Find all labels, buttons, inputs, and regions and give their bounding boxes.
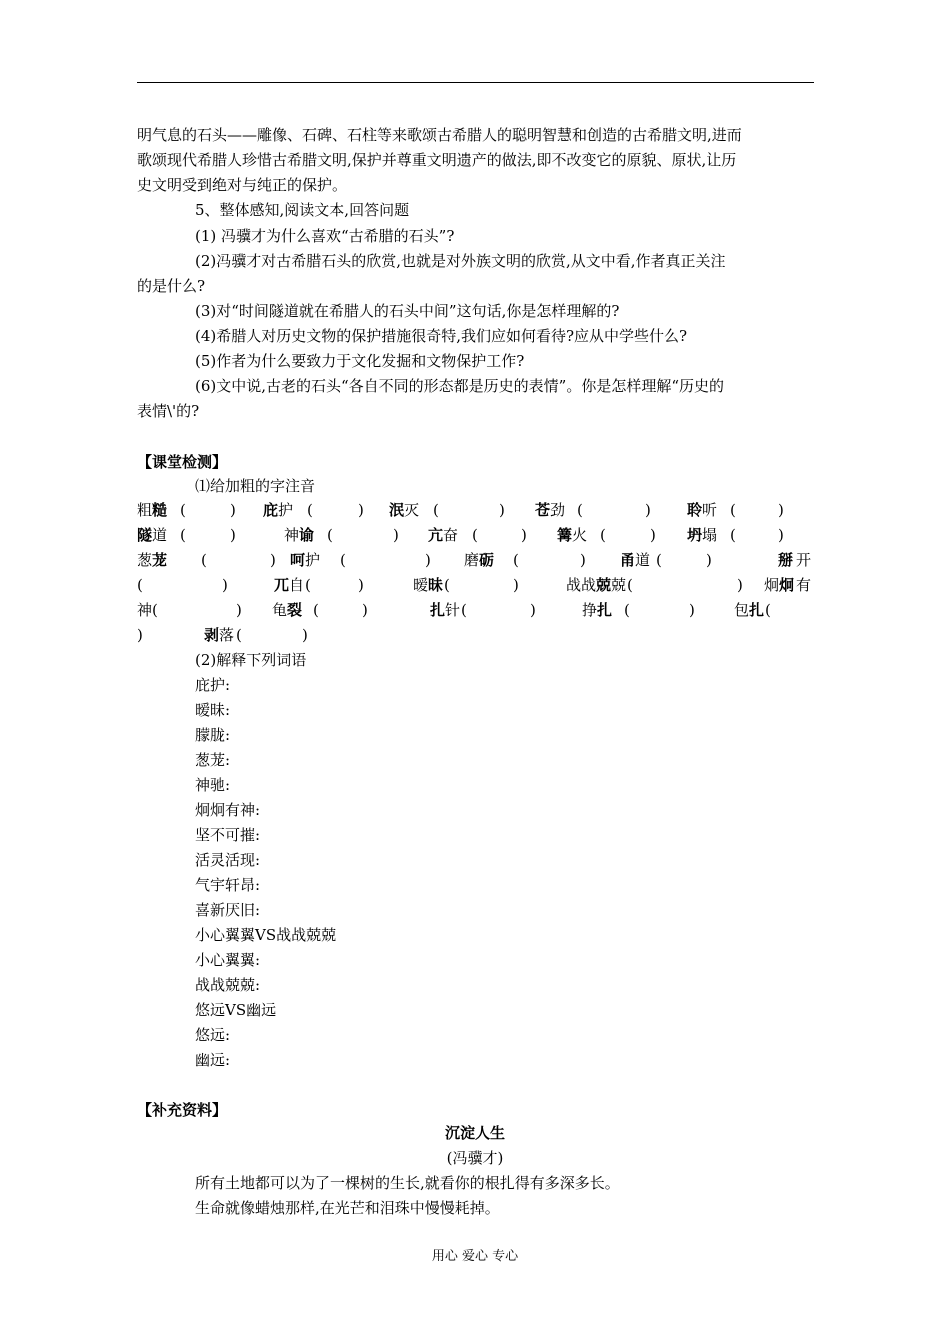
word-item: 气宇轩昂: <box>195 876 261 894</box>
paren-close: ) <box>425 551 431 569</box>
paren-open: ( <box>730 526 736 544</box>
paren-open: ( <box>730 501 736 519</box>
task5-question-3: (3)对“时间隧道就在希腊人的石头中间”这句话,你是怎样理解的? <box>195 302 620 320</box>
paren-open: ( <box>765 601 771 619</box>
pinyin-char: 神 <box>137 601 153 619</box>
paren-open: ( <box>624 601 630 619</box>
paren-close: ) <box>393 526 399 544</box>
paren-open: ( <box>577 501 583 519</box>
word-item: 炯炯有神: <box>195 801 261 819</box>
word-item: 喜新厌旧: <box>195 901 261 919</box>
paren-open: ( <box>327 526 333 544</box>
pinyin-bold-char: 呵 <box>290 551 306 569</box>
word-item: 庇护: <box>195 676 231 694</box>
paren-close: ) <box>236 601 242 619</box>
pinyin-bold-char: 篝 <box>557 526 573 544</box>
paren-close: ) <box>706 551 712 569</box>
pinyin-bold-char: 苍 <box>535 501 551 519</box>
intro-line-2: 歌颂现代希腊人珍惜古希腊文明,保护并尊重文明遗产的做法,即不改变它的原貌、原状,让历 <box>137 151 737 169</box>
pinyin-char: 护 <box>305 551 321 569</box>
pinyin-bold-char: 甬 <box>620 551 636 569</box>
task5-title: 5、整体感知,阅读文本,回答问题 <box>195 201 410 219</box>
pinyin-bold-char: 坍 <box>687 526 703 544</box>
pinyin-char: 道 <box>152 526 168 544</box>
pinyin-char: 有 <box>796 576 812 594</box>
pinyin-bold-char: 泯 <box>389 501 405 519</box>
task5-question-1: (1) 冯骥才为什么喜欢“古希腊的石头”? <box>195 227 455 245</box>
paren-close: ) <box>580 551 586 569</box>
classroom-heading: 【课堂检测】 <box>137 453 228 471</box>
word-item: 悠远VS幽远 <box>195 1001 277 1019</box>
paren-close: ) <box>270 551 276 569</box>
pinyin-char: 针 <box>445 601 461 619</box>
paren-close: ) <box>650 526 656 544</box>
pinyin-bold-char: 兀 <box>274 576 290 594</box>
word-item: 悠远: <box>195 1026 231 1044</box>
paren-close: ) <box>230 526 236 544</box>
intro-line-1: 明气息的石头——雕像、石碑、石柱等来歌颂古希腊人的聪明智慧和创造的古希腊文明,进而 <box>137 126 742 144</box>
pinyin-bold-char: 谕 <box>299 526 315 544</box>
pinyin-char: 塌 <box>702 526 718 544</box>
pinyin-char: 自 <box>289 576 305 594</box>
pinyin-char: 磨 <box>464 551 480 569</box>
paren-open: ( <box>627 576 633 594</box>
pinyin-bold-char: 茏 <box>152 551 168 569</box>
word-item: 幽远: <box>195 1051 231 1069</box>
pinyin-bold-char: 裂 <box>287 601 303 619</box>
pinyin-char: 奋 <box>443 526 459 544</box>
pinyin-bold-char: 掰 <box>778 551 794 569</box>
pinyin-char: 挣 <box>582 601 598 619</box>
supplement-heading: 【补充资料】 <box>137 1101 228 1119</box>
pinyin-char: 道 <box>635 551 651 569</box>
word-item: 小心翼翼VS战战兢兢 <box>195 926 337 944</box>
paren-open: ( <box>201 551 207 569</box>
pinyin-bold-char: 庇 <box>263 501 279 519</box>
pinyin-char: 龟 <box>272 601 288 619</box>
paren-close: ) <box>521 526 527 544</box>
pinyin-char: 开 <box>796 551 812 569</box>
paren-open: ( <box>137 576 143 594</box>
task5-question-2-line-2: 的是什么? <box>137 277 206 295</box>
task5-question-6-line-2: 表情\'的? <box>137 402 200 420</box>
task5-question-5: (5)作者为什么要致力于文化发掘和文物保护工作? <box>195 352 525 370</box>
pinyin-char: 灭 <box>404 501 420 519</box>
pinyin-char: 兢 <box>611 576 627 594</box>
pinyin-char: 落 <box>219 626 235 644</box>
word-item: 活灵活现: <box>195 851 261 869</box>
task5-question-6-line-1: (6)文中说,古老的石头“各自不同的形态都是历史的表情”。你是怎样理解“历史的 <box>195 377 725 395</box>
pinyin-bold-char: 隧 <box>137 526 153 544</box>
word-item: 暧昧: <box>195 701 231 719</box>
poem-line-1: 所有土地都可以为了一棵树的生长,就看你的根扎得有多深多长。 <box>195 1174 620 1192</box>
paren-close: ) <box>778 526 784 544</box>
paren-close: ) <box>137 626 143 644</box>
word-item: 神驰: <box>195 776 231 794</box>
paren-close: ) <box>358 501 364 519</box>
word-item: 坚不可摧: <box>195 826 261 844</box>
pinyin-char: 劲 <box>550 501 566 519</box>
pinyin-bold-char: 昧 <box>428 576 444 594</box>
pinyin-char: 包 <box>734 601 750 619</box>
paren-close: ) <box>689 601 695 619</box>
pinyin-bold-char: 亢 <box>428 526 444 544</box>
poem-title: 沉淀人生 <box>444 1124 505 1142</box>
pinyin-bold-char: 聆 <box>687 501 703 519</box>
paren-open: ( <box>433 501 439 519</box>
pinyin-bold-char: 剥 <box>204 626 220 644</box>
pinyin-char: 葱 <box>137 551 153 569</box>
paren-close: ) <box>737 576 743 594</box>
paren-close: ) <box>513 576 519 594</box>
task5-question-2-line-1: (2)冯骥才对古希腊石头的欣赏,也就是对外族文明的欣赏,从文中看,作者真正关注 <box>195 252 726 270</box>
pinyin-bold-char: 扎 <box>749 601 765 619</box>
paren-open: ( <box>600 526 606 544</box>
word-item: 朦胧: <box>195 726 231 744</box>
paren-open: ( <box>513 551 519 569</box>
poem-author: (冯骥才) <box>446 1149 504 1167</box>
paren-open: ( <box>461 601 467 619</box>
pinyin-char: 听 <box>702 501 718 519</box>
pinyin-bold-char: 兢 <box>596 576 612 594</box>
pinyin-bold-char: 砺 <box>479 551 495 569</box>
paren-open: ( <box>656 551 662 569</box>
pinyin-char: 火 <box>572 526 588 544</box>
word-explain-instruction: (2)解释下列词语 <box>195 651 307 669</box>
pinyin-char: 战战 <box>566 576 597 594</box>
task5-question-4: (4)希腊人对历史文物的保护措施很奇特,我们应如何看待?应从中学些什么? <box>195 327 688 345</box>
pinyin-char: 神 <box>284 526 300 544</box>
word-item: 战战兢兢: <box>195 976 261 994</box>
page-footer: 用心 爱心 专心 <box>431 1249 519 1264</box>
paren-close: ) <box>499 501 505 519</box>
pinyin-char: 护 <box>278 501 294 519</box>
paren-open: ( <box>180 526 186 544</box>
poem-line-2: 生命就像蜡烛那样,在光芒和泪珠中慢慢耗掉。 <box>195 1199 500 1217</box>
paren-close: ) <box>645 501 651 519</box>
pinyin-char: 暧 <box>413 576 429 594</box>
word-item: 小心翼翼: <box>195 951 261 969</box>
pinyin-instruction: ⑴给加粗的字注音 <box>195 477 316 495</box>
paren-open: ( <box>307 501 313 519</box>
paren-open: ( <box>305 576 311 594</box>
paren-open: ( <box>340 551 346 569</box>
header-rule <box>137 82 814 83</box>
paren-close: ) <box>222 576 228 594</box>
pinyin-bold-char: 扎 <box>430 601 446 619</box>
pinyin-char: 炯 <box>764 576 780 594</box>
paren-close: ) <box>230 501 236 519</box>
paren-open: ( <box>152 601 158 619</box>
pinyin-char: 粗 <box>137 501 153 519</box>
paren-close: ) <box>362 601 368 619</box>
paren-open: ( <box>180 501 186 519</box>
paren-open: ( <box>313 601 319 619</box>
paren-open: ( <box>236 626 242 644</box>
pinyin-bold-char: 炯 <box>779 576 795 594</box>
paren-close: ) <box>530 601 536 619</box>
intro-line-3: 史文明受到绝对与纯正的保护。 <box>137 176 348 194</box>
paren-open: ( <box>472 526 478 544</box>
pinyin-bold-char: 扎 <box>597 601 613 619</box>
paren-open: ( <box>444 576 450 594</box>
paren-close: ) <box>302 626 308 644</box>
word-item: 葱茏: <box>195 751 231 769</box>
paren-close: ) <box>778 501 784 519</box>
paren-close: ) <box>358 576 364 594</box>
pinyin-bold-char: 糙 <box>152 501 168 519</box>
